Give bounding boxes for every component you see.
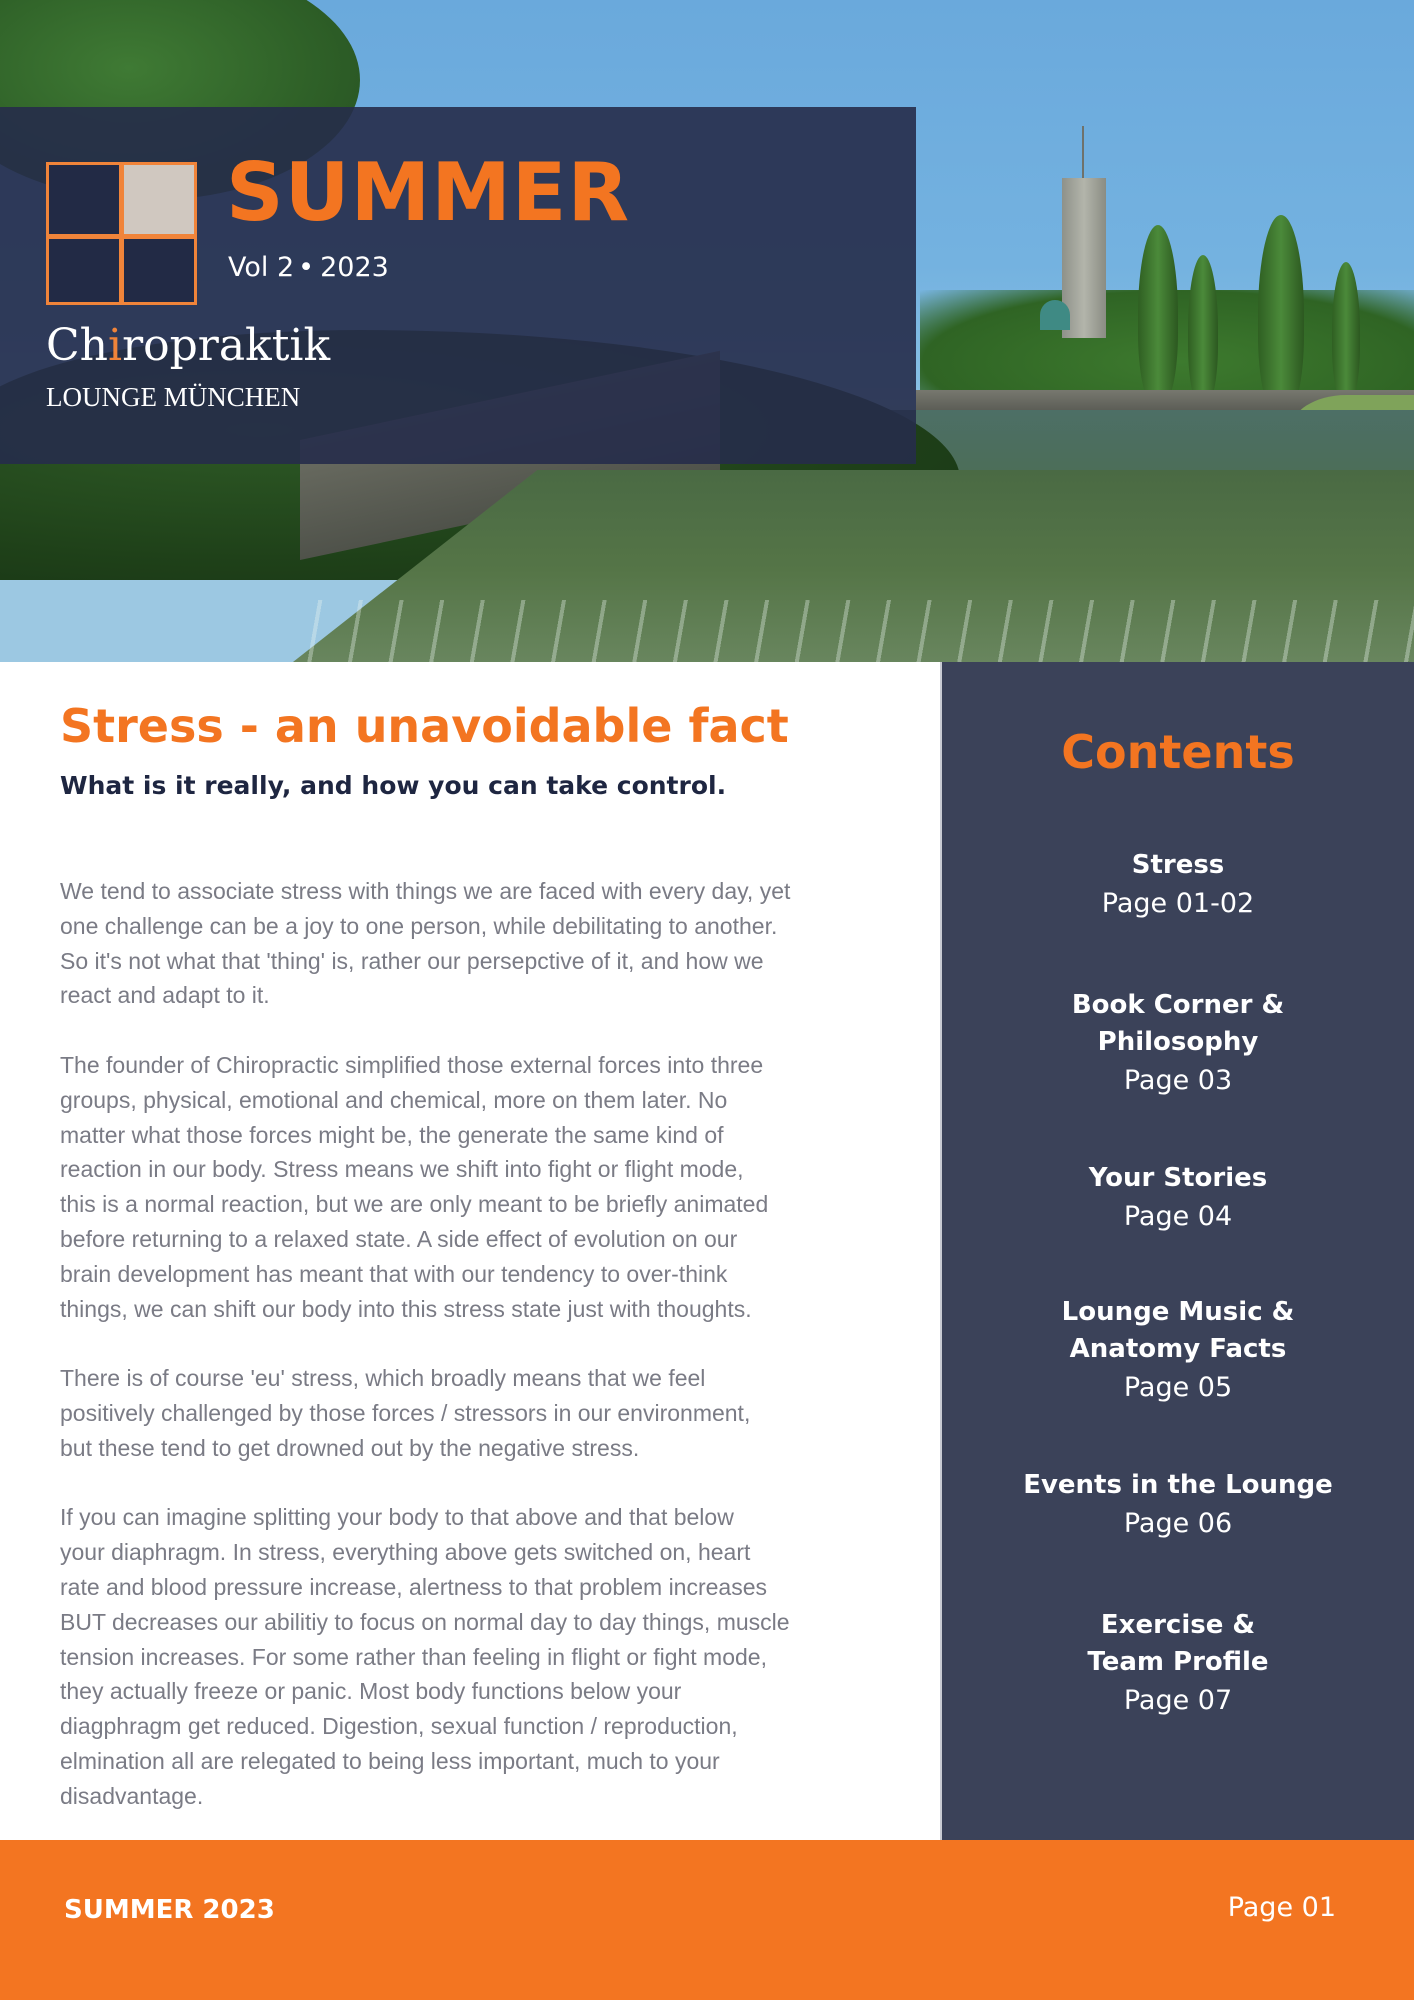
issue-title: SUMMER — [226, 146, 631, 239]
article-body — [60, 874, 910, 1848]
toc-entry-page: Page 03 — [1123, 1065, 1233, 1096]
logo-light-square — [124, 165, 194, 234]
toc-entry[interactable] — [942, 847, 1414, 924]
paragraph-line: So it's not what that 'thing' is, rather our persepctive of it, and how we — [60, 947, 764, 974]
toc-entry[interactable] — [942, 1607, 1414, 1721]
article-paragraph — [60, 1361, 910, 1465]
toc-entry-page: Page 06 — [1123, 1508, 1233, 1539]
toc-entry-title: Anatomy Facts — [1069, 1334, 1287, 1364]
paragraph-line: There is of course 'eu' stress, which broadly means that we feel — [60, 1365, 706, 1392]
paragraph-line: things, we can shift our body into this stress state just with thoughts. — [60, 1295, 752, 1322]
brand-wordmark — [46, 318, 330, 374]
paragraph-line: this is a normal reaction, but we are only meant to be briefly animated — [60, 1191, 769, 1218]
toc-entry[interactable] — [942, 1160, 1414, 1237]
article-subtitle: What is it really, and how you can take control. — [60, 771, 727, 800]
article-paragraph — [60, 1048, 910, 1326]
photo-poplar-tree — [1188, 255, 1218, 405]
toc-entry-title: Philosophy — [1097, 1027, 1259, 1057]
toc-entry-title: Stress — [1131, 850, 1225, 880]
paragraph-line: The founder of Chiropractic simplified those external forces into three — [60, 1051, 764, 1078]
issue-volume: Vol 2 — [228, 252, 295, 283]
toc-entry[interactable] — [942, 987, 1414, 1101]
article-title: Stress - an unavoidable fact — [60, 699, 789, 753]
paragraph-line: disadvantage. — [60, 1782, 204, 1809]
paragraph-line: react and adapt to it. — [60, 982, 270, 1009]
article-paragraph — [60, 874, 910, 1013]
paragraph-line: positively challenged by those forces / stressors in our environment, — [60, 1399, 751, 1426]
four-square-grid-logo-icon — [46, 162, 197, 305]
contents-sidebar — [940, 662, 1414, 1840]
toc-entry[interactable] — [942, 1467, 1414, 1544]
footer-bar — [0, 1840, 1414, 2000]
footer-issue: SUMMER 2023 — [64, 1895, 275, 1925]
paragraph-line: matter what those forces might be, the generate the same kind of — [60, 1121, 724, 1148]
logo-divider-horizontal — [49, 234, 194, 239]
toc-entry[interactable] — [942, 1294, 1414, 1408]
footer-page-number: Page 01 — [1227, 1892, 1336, 1923]
paragraph-line: your diaphragm. In stress, everything above gets switched on, heart — [60, 1539, 751, 1566]
issue-year: 2023 — [320, 252, 389, 283]
paragraph-line: elmination all are relegated to being less important, much to your — [60, 1747, 720, 1774]
spine-icon: i — [108, 320, 123, 371]
paragraph-line: one challenge can be a joy to one person, while debilitating to another. — [60, 912, 778, 939]
brand-text-start: Ch — [46, 320, 109, 371]
paragraph-line: tension increases. For some rather than feeling in flight or fight mode, — [60, 1643, 767, 1670]
toc-entry-page: Page 05 — [1123, 1372, 1233, 1403]
article-paragraph — [60, 1500, 910, 1813]
photo-poplar-tree — [1332, 262, 1360, 402]
paragraph-line: reaction in our body. Stress means we shift into fight or flight mode, — [60, 1156, 744, 1183]
paragraph-line: BUT decreases our abilitiy to focus on normal day to day things, muscle — [60, 1608, 790, 1635]
toc-entry-title: Exercise & — [1100, 1610, 1256, 1640]
contents-heading: Contents — [1061, 725, 1295, 779]
photo-poplar-tree — [1258, 215, 1304, 415]
paragraph-line: they actually freeze or panic. Most body functions below your — [60, 1678, 682, 1705]
paragraph-line: We tend to associate stress with things we are faced with every day, yet — [60, 878, 791, 904]
paragraph-line: diagphragm get reduced. Digestion, sexual function / reproduction, — [60, 1713, 738, 1740]
toc-entry-title: Lounge Music & — [1061, 1297, 1295, 1327]
brand-subtitle: LOUNGE MÜNCHEN — [46, 382, 301, 412]
paragraph-line: rate and blood pressure increase, alertness to that problem increases — [60, 1573, 768, 1600]
paragraph-line: groups, physical, emotional and chemical, more on them later. No — [60, 1086, 728, 1113]
photo-water-sparkle — [300, 600, 1414, 662]
toc-entry-title: Team Profile — [1087, 1647, 1269, 1677]
toc-entry-title: Events in the Lounge — [1023, 1470, 1333, 1500]
toc-entry-title: Your Stories — [1088, 1163, 1268, 1193]
photo-poplar-tree — [1138, 225, 1178, 405]
toc-entry-page: Page 01-02 — [1101, 888, 1255, 919]
paragraph-line: brain development has meant that with our tendency to over-think — [60, 1260, 728, 1287]
toc-entry-page: Page 07 — [1123, 1685, 1233, 1716]
bullet-separator: • — [298, 252, 315, 283]
toc-entry-title: Book Corner & — [1071, 990, 1285, 1020]
paragraph-line: before returning to a relaxed state. A side effect of evolution on our — [60, 1225, 738, 1252]
paragraph-line: If you can imagine splitting your body to that above and that below — [60, 1504, 734, 1531]
brand-text-end: ropraktik — [122, 320, 331, 371]
toc-entry-page: Page 04 — [1123, 1201, 1233, 1232]
issue-volume-year — [228, 250, 389, 286]
paragraph-line: but these tend to get drowned out by the negative stress. — [60, 1434, 640, 1461]
photo-observatory-dome — [1040, 300, 1070, 330]
